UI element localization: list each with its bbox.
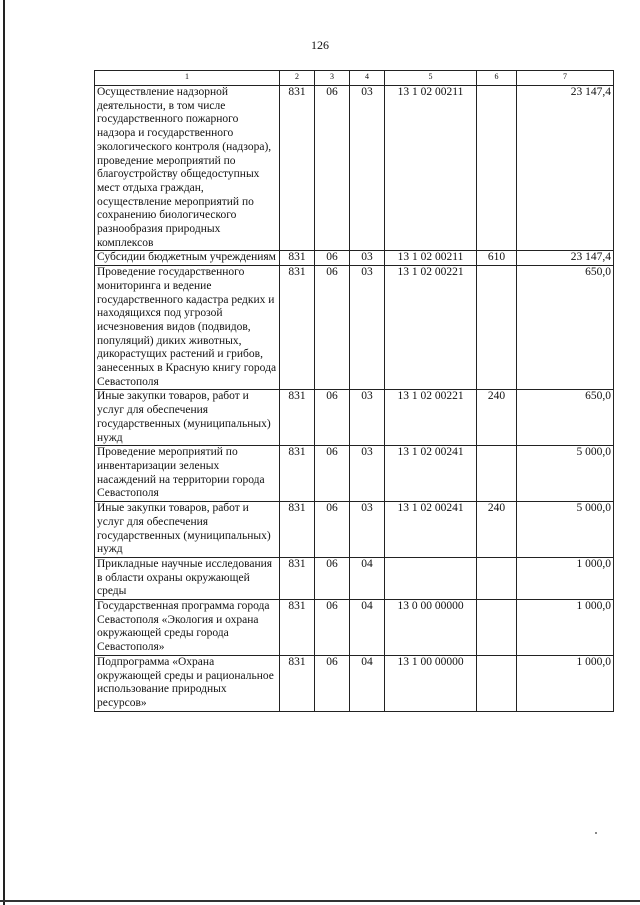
row-ministry-code: 831 bbox=[280, 86, 315, 251]
header-col-3: 3 bbox=[315, 71, 350, 86]
row-subsection-code: 04 bbox=[350, 600, 385, 656]
row-subsection-code: 03 bbox=[350, 251, 385, 266]
row-subsection-code: 04 bbox=[350, 557, 385, 599]
row-expense-code bbox=[477, 600, 517, 656]
row-target-code: 13 1 02 00241 bbox=[385, 502, 477, 558]
row-section-code: 06 bbox=[315, 390, 350, 446]
table-row bbox=[95, 446, 614, 502]
row-target-code: 13 1 02 00221 bbox=[385, 266, 477, 390]
row-subsection-code: 03 bbox=[350, 390, 385, 446]
row-amount: 650,0 bbox=[517, 266, 614, 390]
header-col-6: 6 bbox=[477, 71, 517, 86]
row-target-code: 13 1 02 00221 bbox=[385, 390, 477, 446]
row-section-code: 06 bbox=[315, 266, 350, 390]
header-col-5: 5 bbox=[385, 71, 477, 86]
budget-table bbox=[94, 70, 614, 712]
row-amount: 1 000,0 bbox=[517, 600, 614, 656]
row-target-code bbox=[385, 557, 477, 599]
row-target-code: 13 0 00 00000 bbox=[385, 600, 477, 656]
row-ministry-code: 831 bbox=[280, 502, 315, 558]
row-ministry-code: 831 bbox=[280, 266, 315, 390]
row-target-code: 13 1 02 00211 bbox=[385, 251, 477, 266]
row-name: Иные закупки товаров, работ и услуг для обеспечения государственных (муниципальных) нужд bbox=[95, 390, 280, 446]
row-subsection-code: 03 bbox=[350, 86, 385, 251]
header-col-1: 1 bbox=[95, 71, 280, 86]
table-row bbox=[95, 86, 614, 251]
page-number: 126 bbox=[311, 38, 329, 52]
row-target-code: 13 1 02 00241 bbox=[385, 446, 477, 502]
row-section-code: 06 bbox=[315, 557, 350, 599]
row-section-code: 06 bbox=[315, 600, 350, 656]
header-col-2: 2 bbox=[280, 71, 315, 86]
table-row bbox=[95, 251, 614, 266]
row-target-code: 13 1 00 00000 bbox=[385, 655, 477, 711]
scan-bottom-edge bbox=[0, 900, 640, 902]
row-ministry-code: 831 bbox=[280, 390, 315, 446]
row-name: Субсидии бюджетным учреждениям bbox=[95, 251, 280, 266]
row-target-code: 13 1 02 00211 bbox=[385, 86, 477, 251]
table-row bbox=[95, 502, 614, 558]
row-subsection-code: 04 bbox=[350, 655, 385, 711]
row-expense-code: 240 bbox=[477, 390, 517, 446]
row-name: Иные закупки товаров, работ и услуг для обеспечения государственных (муниципальных) нужд bbox=[95, 502, 280, 558]
header-col-4: 4 bbox=[350, 71, 385, 86]
row-section-code: 06 bbox=[315, 502, 350, 558]
row-name: Подпрограмма «Охрана окружающей среды и рациональное использование природных ресурсов» bbox=[95, 655, 280, 711]
row-ministry-code: 831 bbox=[280, 557, 315, 599]
row-section-code: 06 bbox=[315, 655, 350, 711]
table-row bbox=[95, 655, 614, 711]
table-row bbox=[95, 390, 614, 446]
row-section-code: 06 bbox=[315, 251, 350, 266]
row-expense-code bbox=[477, 266, 517, 390]
header-row bbox=[95, 71, 614, 86]
row-name: Проведение государственного мониторинга и ведение государственного кадастра редких и находящихся под угрозой исчезновения видов (подвидов, популяций) диких животных, дикорастущих растений и грибов, занесенных в Красную книгу города Севастополя bbox=[95, 266, 280, 390]
row-name: Осуществление надзорной деятельности, в том числе государственного пожарного надзора и государственного экологического контроля (надзора), проведение мероприятий по благоустройству общедоступных мест отдыха граждан, осуществление мероприятий по сохранению биологического разнообразия природных комплексов bbox=[95, 86, 280, 251]
row-subsection-code: 03 bbox=[350, 266, 385, 390]
row-amount: 5 000,0 bbox=[517, 446, 614, 502]
row-name: Государственная программа города Севастополя «Экология и охрана окружающей среды города Севастополя» bbox=[95, 600, 280, 656]
row-expense-code: 610 bbox=[477, 251, 517, 266]
row-expense-code bbox=[477, 86, 517, 251]
row-ministry-code: 831 bbox=[280, 655, 315, 711]
row-expense-code bbox=[477, 446, 517, 502]
table-row bbox=[95, 266, 614, 390]
table-row bbox=[95, 557, 614, 599]
row-amount: 1 000,0 bbox=[517, 655, 614, 711]
scan-speck bbox=[595, 832, 597, 834]
row-ministry-code: 831 bbox=[280, 600, 315, 656]
row-expense-code: 240 bbox=[477, 502, 517, 558]
row-amount: 23 147,4 bbox=[517, 251, 614, 266]
row-name: Проведение мероприятий по инвентаризации зеленых насаждений на территории города Севастополя bbox=[95, 446, 280, 502]
row-expense-code bbox=[477, 557, 517, 599]
table-row bbox=[95, 600, 614, 656]
row-amount: 5 000,0 bbox=[517, 502, 614, 558]
row-expense-code bbox=[477, 655, 517, 711]
row-amount: 1 000,0 bbox=[517, 557, 614, 599]
row-name: Прикладные научные исследования в области охраны окружающей среды bbox=[95, 557, 280, 599]
scan-left-edge bbox=[3, 0, 5, 905]
row-section-code: 06 bbox=[315, 86, 350, 251]
row-subsection-code: 03 bbox=[350, 446, 385, 502]
row-section-code: 06 bbox=[315, 446, 350, 502]
row-subsection-code: 03 bbox=[350, 502, 385, 558]
row-ministry-code: 831 bbox=[280, 446, 315, 502]
row-ministry-code: 831 bbox=[280, 251, 315, 266]
row-amount: 650,0 bbox=[517, 390, 614, 446]
header-col-7: 7 bbox=[517, 71, 614, 86]
row-amount: 23 147,4 bbox=[517, 86, 614, 251]
